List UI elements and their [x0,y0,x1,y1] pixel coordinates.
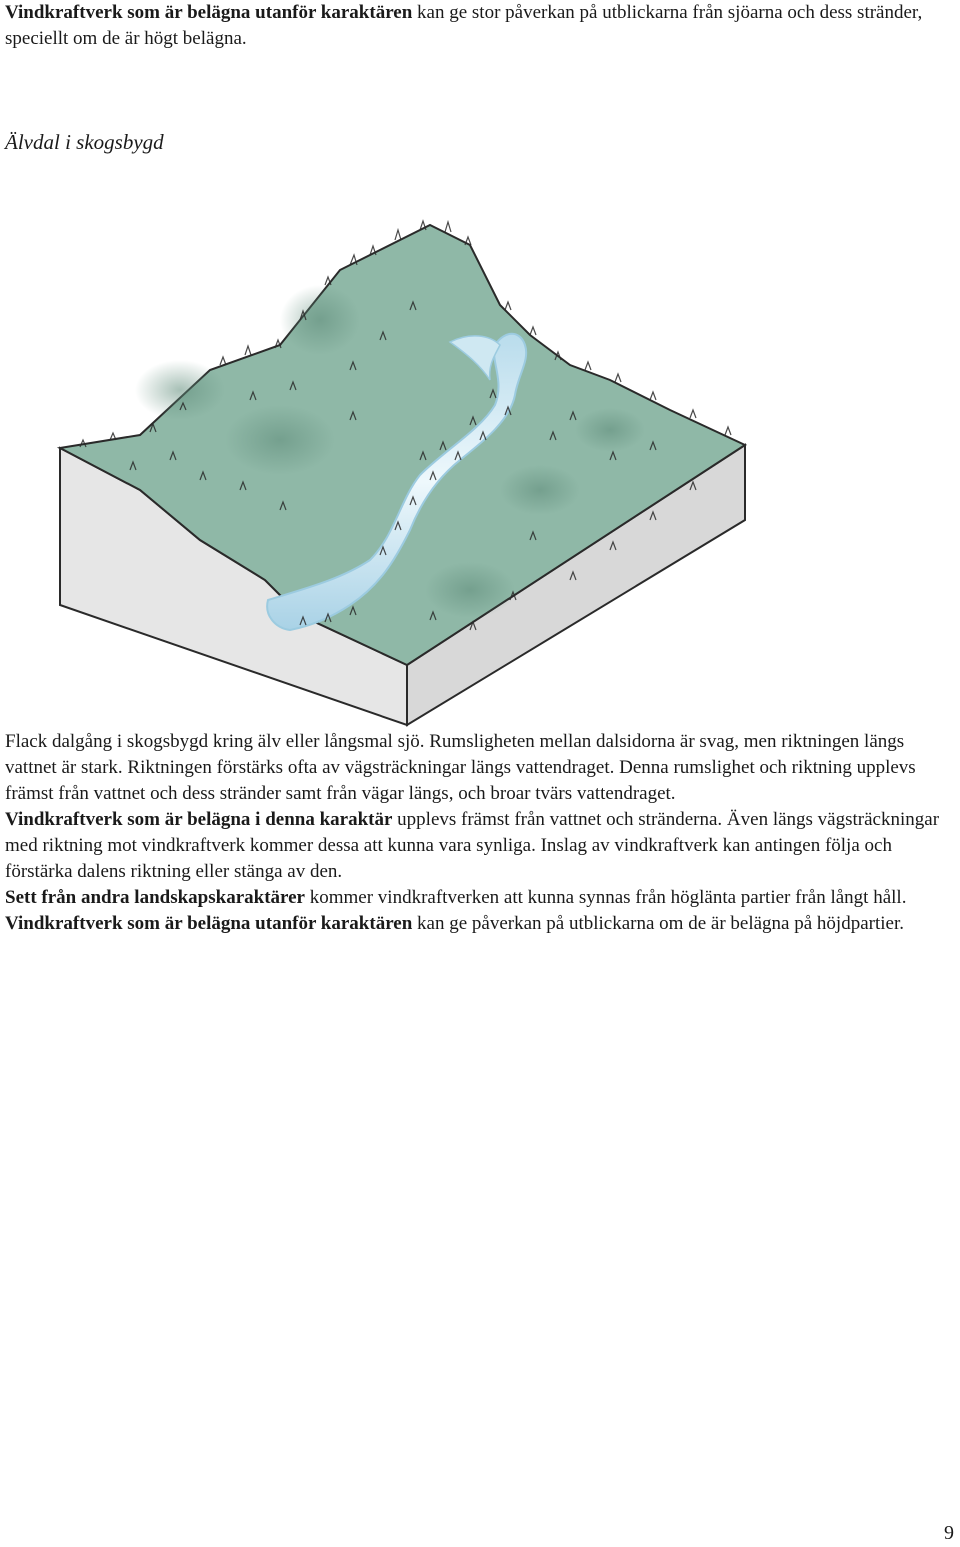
intro-bold: Vindkraftverk som är belägna utanför karaktären [5,2,413,23]
valley-block-diagram [50,160,810,730]
body-text [5,729,950,937]
p3-text: kommer vindkraftverken att kunna synnas från höglänta partier från långt håll. [304,887,907,908]
body-paragraph-3 [5,885,950,911]
page-number: 9 [944,1522,954,1544]
p2-bold: Vindkraftverk som är belägna i denna karaktär [5,809,393,830]
p3-bold: Sett från andra landskapskaraktärer [5,887,305,908]
intro-text: kan ge stor påverkan på utblickarna från sjöarna och dess stränder, speciellt om de är högt belägna. [5,2,923,49]
p2-text: upplevs främst från vattnet och stränderna. Även längs vägsträckningar med riktning mot vindkraftverk kommer dessa att kunna vara synliga. Inslag av vindkraftverk kan antingen följa och förstärka dalens riktning eller stänga av den. [5,809,940,882]
body-paragraph-2 [5,807,950,885]
body-paragraph-1: Flack dalgång i skogsbygd kring älv eller långsmal sjö. Rumsligheten mellan dalsidorna är svag, men riktningen längs vattnet är stark. Riktningen förstärks ofta av vägsträckningar längs vattendraget. Denna rumslighet och riktning upplevs främst från vattnet och dess stränder samt från vägar längs, och broar tvärs vattendraget. [5,731,916,804]
p4-bold: Vindkraftverk som är belägna utanför karaktären [5,913,413,934]
body-paragraph-4 [5,911,950,937]
p4-text: kan ge påverkan på utblickarna om de är belägna på höjdpartier. [412,913,904,934]
section-heading: Älvdal i skogsbygd [5,130,164,154]
intro-paragraph [5,0,950,52]
